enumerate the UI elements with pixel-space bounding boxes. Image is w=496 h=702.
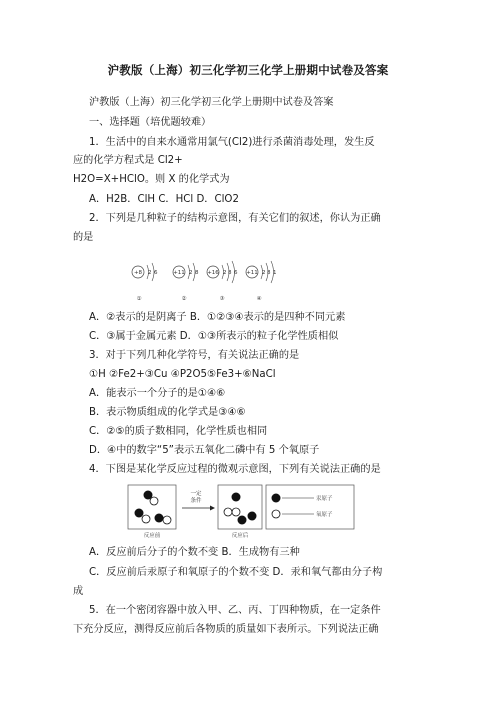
atom-diagram-3 [207, 261, 238, 302]
question-1-line-1: 1．生活中的自来水通常用氯气(Cl2)进行杀菌消毒处理，发生反 [89, 137, 375, 148]
before-reaction-box [128, 485, 176, 539]
document-title: 沪教版（上海）初三化学初三化学上册期中试卷及答案 [107, 63, 389, 77]
question-5-line-1: 5．在一个密闭容器中放入甲、乙、丙、丁四种物质，在一定条件 [89, 605, 381, 616]
svg-text:8: 8 [228, 270, 232, 276]
question-3-symbols: ①H ②Fe2+③Cu ④P2O5⑤Fe3+⑥NaCl [89, 369, 276, 380]
atom-diagram-1 [132, 263, 158, 302]
question-2-line-1: 2．下列是几种粒子的结构示意图，有关它们的叙述，你认为正确 [89, 213, 381, 224]
question-3-option-d: D．④中的数字“5”表示五氧化二磷中有 5 个氧原子 [89, 445, 320, 456]
svg-text:2: 2 [148, 270, 152, 276]
reaction-figure [126, 483, 356, 539]
question-3-option-b: B．表示物质组成的化学式是③④⑥ [89, 407, 246, 418]
reaction-arrow [182, 489, 215, 511]
question-5-line-2: 下充分反应，测得反应前后各物质的质量如下表所示。下列说法正确 [73, 624, 379, 635]
question-4-options-cd-cont: 成 [73, 586, 84, 597]
svg-text:+11: +11 [246, 270, 258, 276]
reaction-legend [266, 485, 354, 529]
svg-text:④: ④ [256, 296, 262, 302]
question-3-option-c: C．②⑤的质子数相同，化学性质也相同 [89, 426, 268, 437]
atom-diagram-4 [246, 261, 277, 302]
subtitle-line: 沪教版（上海）初三化学初三化学上册期中试卷及答案 [89, 97, 334, 108]
svg-text:反应前: 反应前 [143, 533, 161, 539]
svg-text:条件: 条件 [190, 498, 202, 504]
question-1-line-2: 应的化学方程式是 Cl2+ [73, 155, 183, 166]
question-3-option-a: A．能表示一个分子的是①④⑥ [89, 388, 226, 399]
svg-text:+11: +11 [173, 270, 185, 276]
question-1-options: A．H2B．ClH C．HCl D．ClO2 [89, 194, 239, 205]
svg-text:8: 8 [195, 270, 199, 276]
question-3-stem: 3．对于下列几种化学符号，有关说法正确的是 [89, 350, 300, 361]
question-4-options-ab: A．反应前后分子的个数不变 B．生成物有三种 [89, 547, 300, 558]
atomic-structure-figure [126, 254, 286, 306]
section-heading: 一、选择题（培优题较难） [89, 117, 212, 128]
after-reaction-box [218, 485, 262, 539]
svg-text:①: ① [136, 296, 142, 302]
svg-text:2: 2 [262, 270, 266, 276]
svg-text:2: 2 [189, 270, 193, 276]
svg-text:+8: +8 [133, 270, 143, 276]
svg-text:6: 6 [234, 270, 238, 276]
question-2-line-2: 的是 [73, 232, 94, 243]
atom-diagram-2 [173, 263, 199, 302]
svg-text:6: 6 [154, 270, 158, 276]
question-4-stem: 4．下图是某化学反应过程的微观示意图，下列有关说法正确的是 [89, 464, 381, 475]
svg-text:+16: +16 [207, 270, 219, 276]
svg-text:8: 8 [267, 270, 271, 276]
question-1-line-3: H2O=X+HClO。则 X 的化学式为 [73, 174, 230, 185]
question-2-options-cd: C．③属于金属元素 D．①③所表示的粒子化学性质相似 [89, 331, 339, 342]
svg-text:2: 2 [223, 270, 227, 276]
question-4-options-cd: C．反应前后汞原子和氧原子的个数不变 D．汞和氧气都由分子构 [89, 567, 383, 578]
svg-text:反应后: 反应后 [231, 533, 249, 539]
svg-text:③: ③ [219, 296, 225, 302]
svg-text:氧原子: 氧原子 [316, 512, 333, 518]
svg-text:汞原子: 汞原子 [316, 496, 333, 502]
question-2-options-ab: A．②表示的是阴离子 B．①②③④表示的是四种不同元素 [89, 312, 346, 323]
svg-text:1: 1 [273, 270, 277, 276]
svg-text:一定: 一定 [190, 491, 202, 497]
svg-text:②: ② [181, 296, 187, 302]
